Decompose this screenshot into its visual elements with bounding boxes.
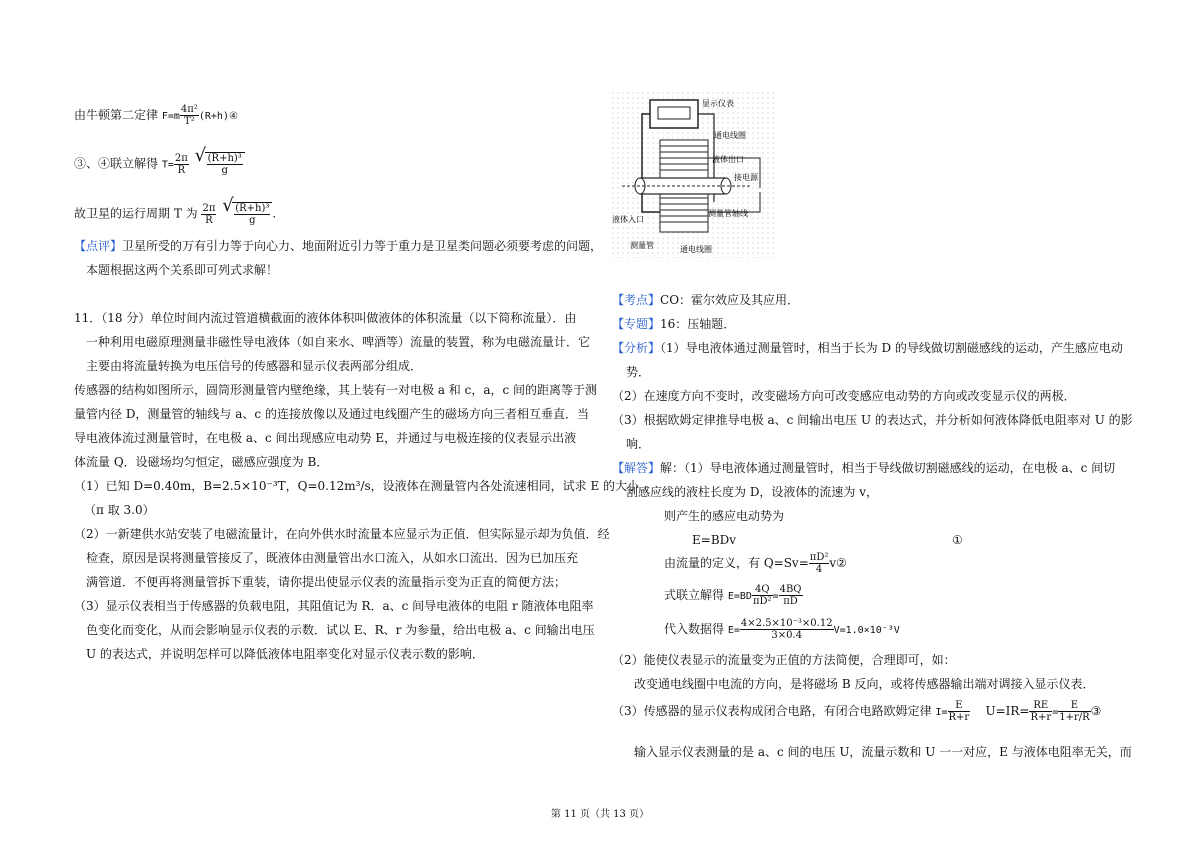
period-line	[74, 202, 276, 226]
text: 由牛顿第二定律	[74, 108, 159, 122]
combine-line	[664, 584, 803, 607]
numerator: 4Q	[752, 584, 773, 596]
formula-tail: ③	[1090, 704, 1102, 718]
text: 代入数据得	[664, 622, 725, 636]
fraction	[948, 700, 971, 723]
fenxi-text: 势．	[626, 365, 651, 379]
fraction	[740, 618, 834, 641]
formula-lhs: F=m	[161, 111, 180, 122]
equals: =	[772, 591, 779, 602]
label-outlet: 液体出口	[712, 155, 744, 164]
label-display-meter: 显示仪表	[702, 99, 734, 108]
question-line: （2）一新建供水站安装了电磁流量计，在向外供水时流量本应显示为正值．但实际显示却为负值．经	[74, 527, 610, 541]
numerator: E	[1058, 700, 1090, 712]
label-inlet: 液体入口	[612, 215, 644, 224]
text: 故卫星的运行周期 T 为	[74, 206, 198, 221]
numerator: 2π	[202, 202, 216, 214]
denominator: R+r	[1030, 712, 1052, 723]
numerator: RE	[1029, 700, 1052, 712]
numerator: 4BQ	[779, 584, 802, 595]
formula-lhs: E=	[727, 625, 740, 636]
fraction	[1058, 700, 1090, 723]
equation-number: ①	[952, 533, 963, 547]
denominator: R+r	[948, 712, 970, 723]
text: 式联立解得	[664, 588, 725, 602]
formula-tail: V=1.0×10⁻³V	[833, 625, 900, 636]
numerator: 2π	[174, 152, 188, 164]
flow-definition-line	[664, 552, 847, 575]
zhuanti-text: 16：压轴题．	[660, 317, 736, 331]
denominator: 4	[815, 564, 823, 575]
sqrt	[205, 152, 245, 176]
flowmeter-figure	[612, 92, 774, 258]
formula-lhs: I=	[935, 707, 948, 718]
answer-2-text: （2）能使仪表显示的流量变为正值的方法简便，合理即可，如：	[612, 653, 956, 667]
sqrt	[232, 202, 272, 226]
question-line: 传感器的结构如图所示，圆筒形测量管内壁绝缘，其上装有一对电极 a 和 c，a，c 间的距离等于测	[74, 383, 598, 397]
fenxi-line-1	[612, 340, 1123, 356]
label-power: 接电源	[734, 173, 758, 182]
formula-u: U=IR=	[985, 704, 1030, 718]
flowmeter-diagram	[612, 92, 774, 258]
newton-law-line	[74, 104, 238, 127]
question-line: 满管道．不便再将测量管拆下重装，请你提出使显示仪表的流量指示变为正直的简便方法；	[86, 575, 567, 589]
denominator: πD²	[752, 596, 772, 607]
label-axis: 测量管轴线	[708, 209, 748, 218]
fraction	[809, 552, 830, 575]
numerator: E	[948, 700, 971, 712]
label-tube: 测量管	[630, 241, 654, 250]
review-tag: 【点评】	[74, 239, 123, 253]
jieda-text: 则产生的感应电动势为	[664, 509, 785, 523]
numerator: πD²	[809, 552, 829, 563]
formula-lhs: E=BD	[727, 591, 752, 602]
denominator: T²	[184, 116, 195, 127]
fenxi-text: （1）导电液体通过测量管时，相当于长为 D 的导线做切割磁感线的运动，产生感应电动	[660, 341, 1123, 355]
sqrt-fraction	[234, 203, 270, 226]
question-line: 11．（18 分）单位时间内流过管道横截面的液体体积叫做液体的体积流量（以下简称流量）．由	[74, 311, 577, 325]
denominator: 3×0.4	[771, 630, 803, 641]
question-line: 主要由将流量转换为电压信号的传感器和显示仪表两部分组成．	[86, 359, 423, 373]
question-line: 一种利用电磁原理测量非磁性导电液体（如自来水、啤酒等）流量的装置，称为电磁流量计．它	[86, 335, 591, 349]
text: （3）传感器的显示仪表构成闭合电路，有闭合电路欧姆定律	[612, 704, 932, 718]
review-text: 本题根据这两个关系即可列式求解！	[86, 263, 279, 277]
sqrt-fraction	[207, 153, 243, 176]
numerator: √ (R+h)³	[207, 153, 242, 164]
numerator: 4×2.5×10⁻³×0.12	[740, 618, 833, 629]
question-line: （3）显示仪表相当于传感器的负载电阻，其阻值记为 R．a、c 间导电液体的电阻 r 随液体电阻率	[74, 599, 594, 613]
formula-lhs: T=	[161, 159, 174, 171]
text: ③、④联立解得	[74, 156, 159, 171]
fenxi-text: 响．	[626, 437, 651, 451]
question-line: 体流量 Q．设磁场均匀恒定，磁感应强度为 B．	[74, 455, 329, 469]
label-coil-top: 通电线圈	[714, 131, 746, 140]
question-line: 检查，原因是误将测量管接反了，既液体由测量管出水口流入，从如水口流出．因为已加压充	[86, 551, 579, 565]
fenxi-tag: 【分析】	[612, 341, 661, 355]
kaodian-tag: 【考点】	[612, 293, 661, 307]
text: 由流量的定义，有 Q=Sv=	[664, 556, 809, 570]
fraction	[201, 203, 216, 226]
period: .	[272, 206, 277, 221]
denominator: R	[205, 214, 213, 226]
jieda-line-1	[612, 460, 1115, 476]
jieda-tag: 【解答】	[612, 461, 661, 475]
review-text: 卫星所受的万有引力等于向心力、地面附近引力等于重力是卫星类问题必须要考虑的问题，	[122, 239, 603, 253]
question-line: 导电液体流过测量管时，在电极 a、c 间出现感应电动势 E，并通过与电极连接的仪表显示出液	[74, 431, 577, 445]
page-footer: 第 11 页（共 13 页）	[550, 809, 650, 820]
denominator: R	[177, 164, 186, 176]
jieda-text: 解：（1）导电液体通过测量管时，相当于导线做切割磁感线的运动，在电极 a、c 间切	[660, 461, 1116, 475]
equation-e-bdv: E=BDv	[692, 533, 737, 547]
review-line-1	[74, 238, 602, 254]
fenxi-text: （3）根据欧姆定律推导电极 a、c 间输出电压 U 的表达式，并分析如何液体降低电阻率对 U 的影	[612, 413, 1133, 427]
substitute-line	[664, 618, 900, 641]
kaodian-text: CO：霍尔效应及其应用．	[660, 293, 800, 307]
numerator: 4π²	[180, 104, 198, 115]
last-line: 输入显示仪表测量的是 a、c 间的电压 U，流量示数和 U 一一对应，E 与液体电阻率无关，而	[634, 745, 1132, 759]
question-line: 量管内径 D，测量管的轴线与 a、c 的连接放像以及通过电线圈产生的磁场方向三者相互垂直．当	[74, 407, 589, 421]
combine-solve-line	[74, 152, 245, 176]
zhuanti-line	[612, 316, 735, 332]
equals: =	[1052, 707, 1059, 718]
question-line: （π 取 3.0）	[84, 503, 155, 517]
zhuanti-tag: 【专题】	[612, 317, 661, 331]
fraction	[174, 153, 189, 176]
fraction	[779, 584, 803, 607]
kaodian-line	[612, 292, 799, 308]
label-coil-bottom: 通电线圈	[680, 245, 712, 254]
denominator: 1+r/R	[1059, 712, 1090, 723]
denominator: πD	[783, 596, 798, 607]
formula-tail: v②	[829, 556, 847, 570]
fraction	[180, 104, 199, 127]
review-line-2	[86, 262, 278, 278]
denominator: g	[221, 165, 228, 176]
question-line: U 的表达式，并说明怎样可以降低液体电阻率变化对显示仪表示数的影响．	[86, 647, 484, 661]
fraction	[1029, 700, 1052, 723]
denominator: g	[249, 215, 256, 226]
jieda-text: 割感应线的液柱长度为 D，设液体的流速为 v，	[626, 485, 879, 499]
answer-2-text: 改变通电线圈中电流的方向，是将磁场 B 反向，或将传感器输出端对调接入显示仪表．	[634, 677, 1095, 691]
answer-3-line	[612, 700, 1101, 723]
fraction	[752, 584, 773, 607]
question-line: 色变化而变化，从而会影响显示仪表的示数．试以 E、R、r 为参量，给出电极 a、c 间输出电压	[86, 623, 595, 637]
numerator: √ (R+h)³	[235, 203, 270, 214]
question-line: （1）已知 D=0.40m，B=2.5×10⁻³T，Q=0.12m³/s，设液体在测量管内各处流速相同，试求 E 的大小	[74, 479, 640, 493]
fenxi-text: （2）在速度方向不变时，改变磁场方向可改变感应电动势的方向或改变显示仪的两极．	[612, 389, 1076, 403]
formula-tail: (R+h)④	[198, 111, 238, 122]
